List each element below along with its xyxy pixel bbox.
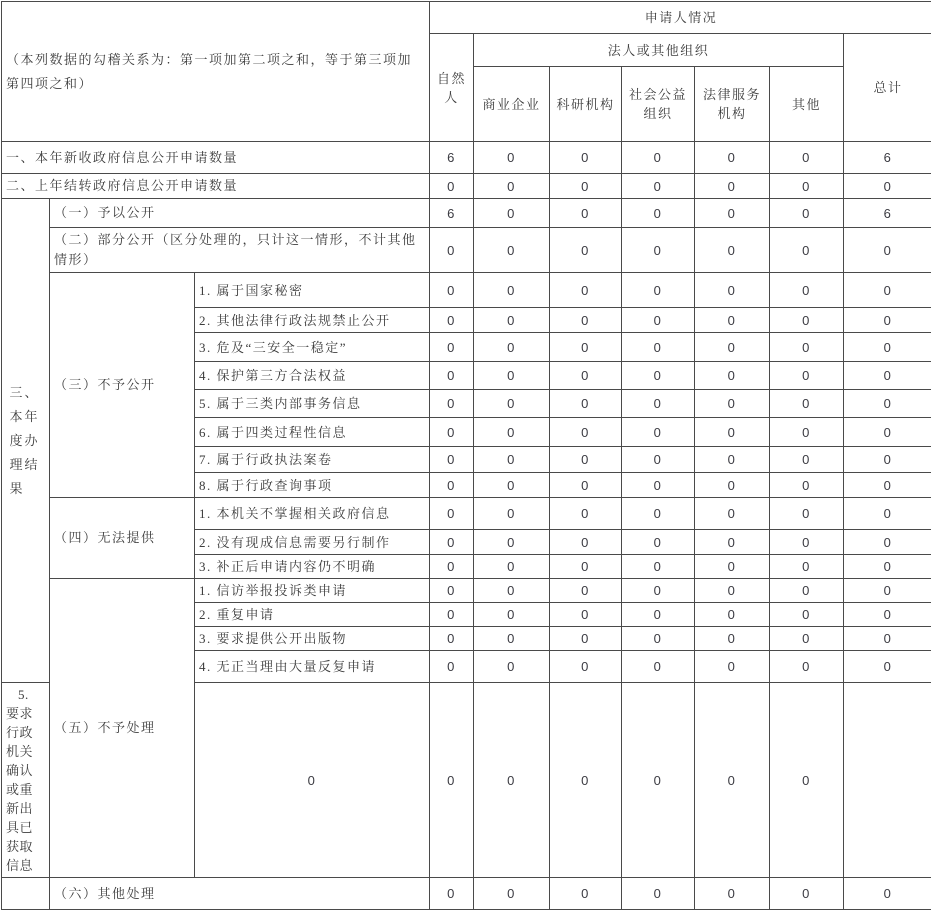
value-cell: 0 <box>550 142 622 174</box>
value-cell: 0 <box>770 333 844 362</box>
item-label: 8. 属于行政查询事项 <box>195 473 430 498</box>
value-cell: 0 <box>695 651 770 683</box>
value-cell: 0 <box>695 228 770 273</box>
table-row <box>2 228 931 273</box>
value-cell: 0 <box>844 308 931 333</box>
value-cell: 0 <box>474 390 550 418</box>
col-header-applicant-situation: 申请人情况 <box>430 2 931 34</box>
value-cell: 0 <box>695 878 770 910</box>
value-cell: 0 <box>430 308 474 333</box>
value-cell: 0 <box>695 555 770 579</box>
value-cell: 0 <box>474 228 550 273</box>
value-cell: 0 <box>622 651 695 683</box>
reconciliation-note: （本列数据的勾稽关系为：第一项加第二项之和，等于第三项加第四项之和） <box>2 2 430 142</box>
value-cell: 0 <box>844 418 931 447</box>
value-cell: 0 <box>844 473 931 498</box>
value-cell: 0 <box>430 683 474 878</box>
value-cell: 0 <box>695 603 770 627</box>
value-cell: 0 <box>770 683 844 878</box>
value-cell: 0 <box>695 333 770 362</box>
item-label: 4. 保护第三方合法权益 <box>195 362 430 390</box>
value-cell: 0 <box>770 418 844 447</box>
value-cell: 0 <box>844 498 931 530</box>
value-cell: 0 <box>550 473 622 498</box>
value-cell: 0 <box>844 362 931 390</box>
value-cell: 0 <box>770 390 844 418</box>
value-cell: 0 <box>430 530 474 555</box>
row-label: （二）部分公开（区分处理的，只计这一情形，不计其他情形） <box>50 228 430 273</box>
value-cell: 0 <box>622 555 695 579</box>
value-cell: 0 <box>474 199 550 228</box>
item-label: 5. 属于三类内部事务信息 <box>195 390 430 418</box>
value-cell: 0 <box>844 174 931 199</box>
value-cell: 0 <box>430 498 474 530</box>
disclosure-request-table <box>1 1 931 910</box>
value-cell: 0 <box>695 418 770 447</box>
value-cell: 0 <box>550 418 622 447</box>
value-cell: 0 <box>622 228 695 273</box>
value-cell: 0 <box>622 878 695 910</box>
value-cell: 0 <box>550 627 622 651</box>
value-cell: 0 <box>695 362 770 390</box>
value-cell: 0 <box>474 579 550 603</box>
item-label: 6. 属于四类过程性信息 <box>195 418 430 447</box>
section3-results-text: 三、本年度办理结果 <box>10 381 42 501</box>
value-cell: 0 <box>550 273 622 308</box>
col-header-public-welfare-org: 社会公益组织 <box>622 67 695 142</box>
col-header-other: 其他 <box>770 67 844 142</box>
value-cell: 6 <box>844 199 931 228</box>
section3-results-label <box>2 199 50 683</box>
value-cell: 0 <box>844 333 931 362</box>
table-row <box>2 498 931 530</box>
value-cell: 0 <box>770 627 844 651</box>
value-cell: 0 <box>622 142 695 174</box>
value-cell: 0 <box>770 530 844 555</box>
value-cell: 0 <box>844 579 931 603</box>
empty-cell <box>2 878 50 910</box>
value-cell: 0 <box>550 174 622 199</box>
value-cell: 0 <box>844 603 931 627</box>
value-cell: 0 <box>695 530 770 555</box>
value-cell: 0 <box>622 273 695 308</box>
value-cell: 0 <box>430 228 474 273</box>
value-cell: 0 <box>622 473 695 498</box>
value-cell: 6 <box>430 142 474 174</box>
value-cell: 0 <box>695 174 770 199</box>
value-cell: 0 <box>695 447 770 473</box>
value-cell: 0 <box>622 683 695 878</box>
value-cell: 0 <box>474 878 550 910</box>
col-header-commercial-enterprise: 商业企业 <box>474 67 550 142</box>
item-label: 1. 本机关不掌握相关政府信息 <box>195 498 430 530</box>
value-cell: 0 <box>550 390 622 418</box>
value-cell: 0 <box>622 447 695 473</box>
value-cell: 0 <box>550 447 622 473</box>
value-cell: 0 <box>622 333 695 362</box>
value-cell: 0 <box>430 273 474 308</box>
col-header-legal-org-group: 法人或其他组织 <box>474 34 844 67</box>
value-cell: 0 <box>695 579 770 603</box>
value-cell: 6 <box>430 199 474 228</box>
table-row <box>2 142 931 174</box>
value-cell: 0 <box>844 390 931 418</box>
value-cell: 0 <box>550 228 622 273</box>
value-cell: 0 <box>550 603 622 627</box>
table-row <box>2 579 931 603</box>
row-label: 二、上年结转政府信息公开申请数量 <box>2 174 430 199</box>
value-cell: 0 <box>474 555 550 579</box>
col-header-natural-person: 自然人 <box>430 34 474 142</box>
value-cell: 0 <box>550 308 622 333</box>
value-cell: 0 <box>695 683 770 878</box>
col-header-total: 总计 <box>844 34 931 142</box>
value-cell: 0 <box>622 530 695 555</box>
row-label: （一）予以公开 <box>50 199 430 228</box>
section-label-not-disclosed: （三）不予公开 <box>50 273 195 498</box>
value-cell: 0 <box>474 627 550 651</box>
value-cell: 0 <box>695 273 770 308</box>
value-cell: 0 <box>195 683 430 878</box>
value-cell: 0 <box>430 555 474 579</box>
header-row-1 <box>2 2 931 34</box>
value-cell: 0 <box>474 142 550 174</box>
value-cell: 0 <box>622 199 695 228</box>
value-cell: 0 <box>622 174 695 199</box>
value-cell: 0 <box>474 418 550 447</box>
value-cell: 0 <box>430 603 474 627</box>
value-cell: 0 <box>844 447 931 473</box>
value-cell: 0 <box>430 579 474 603</box>
value-cell: 0 <box>474 273 550 308</box>
value-cell: 0 <box>550 555 622 579</box>
value-cell: 0 <box>770 651 844 683</box>
value-cell: 0 <box>430 651 474 683</box>
value-cell: 0 <box>430 878 474 910</box>
value-cell: 0 <box>550 878 622 910</box>
value-cell: 0 <box>474 651 550 683</box>
value-cell: 0 <box>550 579 622 603</box>
value-cell: 0 <box>622 418 695 447</box>
item-label: 3. 要求提供公开出版物 <box>195 627 430 651</box>
value-cell: 0 <box>844 530 931 555</box>
value-cell: 0 <box>474 308 550 333</box>
value-cell: 0 <box>474 530 550 555</box>
value-cell: 0 <box>622 390 695 418</box>
value-cell: 0 <box>474 603 550 627</box>
value-cell: 0 <box>474 362 550 390</box>
item-label: 2. 其他法律行政法规禁止公开 <box>195 308 430 333</box>
value-cell: 0 <box>474 333 550 362</box>
value-cell: 0 <box>550 530 622 555</box>
value-cell: 0 <box>695 390 770 418</box>
value-cell: 0 <box>622 627 695 651</box>
row-label: （六）其他处理 <box>50 878 430 910</box>
item-label: 3. 补正后申请内容仍不明确 <box>195 555 430 579</box>
value-cell: 0 <box>770 308 844 333</box>
value-cell: 0 <box>770 447 844 473</box>
value-cell: 0 <box>695 627 770 651</box>
table-row <box>2 199 931 228</box>
value-cell: 0 <box>770 603 844 627</box>
value-cell: 0 <box>550 651 622 683</box>
value-cell: 0 <box>622 308 695 333</box>
value-cell: 0 <box>622 362 695 390</box>
item-label: 2. 没有现成信息需要另行制作 <box>195 530 430 555</box>
value-cell: 0 <box>430 473 474 498</box>
value-cell: 0 <box>622 579 695 603</box>
row-label: 一、本年新收政府信息公开申请数量 <box>2 142 430 174</box>
item-label: 2. 重复申请 <box>195 603 430 627</box>
value-cell: 0 <box>770 555 844 579</box>
value-cell: 0 <box>622 498 695 530</box>
value-cell: 0 <box>695 498 770 530</box>
value-cell: 0 <box>430 333 474 362</box>
value-cell: 0 <box>550 362 622 390</box>
value-cell: 0 <box>844 273 931 308</box>
col-header-legal-service-org: 法律服务机构 <box>695 67 770 142</box>
value-cell: 0 <box>474 174 550 199</box>
value-cell: 0 <box>550 333 622 362</box>
value-cell: 0 <box>770 174 844 199</box>
value-cell: 0 <box>844 878 931 910</box>
item-label: 3. 危及“三安全一稳定” <box>195 333 430 362</box>
table-row <box>2 273 931 308</box>
value-cell: 0 <box>695 142 770 174</box>
value-cell: 0 <box>695 473 770 498</box>
value-cell: 0 <box>695 308 770 333</box>
table-row <box>2 878 931 910</box>
section-label-unable-to-provide: （四）无法提供 <box>50 498 195 579</box>
value-cell: 0 <box>770 228 844 273</box>
value-cell: 6 <box>844 142 931 174</box>
value-cell: 0 <box>474 447 550 473</box>
item-label: 1. 信访举报投诉类申请 <box>195 579 430 603</box>
item-label: 7. 属于行政执法案卷 <box>195 447 430 473</box>
item-label: 1. 属于国家秘密 <box>195 273 430 308</box>
value-cell: 0 <box>770 362 844 390</box>
value-cell: 0 <box>430 174 474 199</box>
value-cell: 0 <box>770 579 844 603</box>
value-cell: 0 <box>430 418 474 447</box>
value-cell: 0 <box>770 473 844 498</box>
value-cell: 0 <box>622 603 695 627</box>
value-cell: 0 <box>770 878 844 910</box>
value-cell: 0 <box>550 498 622 530</box>
value-cell: 0 <box>430 362 474 390</box>
value-cell: 0 <box>550 199 622 228</box>
value-cell: 0 <box>844 555 931 579</box>
item-label: 4. 无正当理由大量反复申请 <box>195 651 430 683</box>
value-cell: 0 <box>770 199 844 228</box>
value-cell: 0 <box>695 199 770 228</box>
col-header-research-institution: 科研机构 <box>550 67 622 142</box>
section-label-not-processed: （五）不予处理 <box>50 579 195 878</box>
value-cell: 0 <box>430 447 474 473</box>
value-cell: 0 <box>844 627 931 651</box>
value-cell: 0 <box>474 473 550 498</box>
item-label: 5. 要求行政机关确认或重新出具已获取信息 <box>2 683 50 878</box>
value-cell: 0 <box>430 390 474 418</box>
value-cell: 0 <box>770 498 844 530</box>
value-cell: 0 <box>430 627 474 651</box>
value-cell: 0 <box>844 651 931 683</box>
value-cell: 0 <box>474 498 550 530</box>
value-cell: 0 <box>770 273 844 308</box>
table-row <box>2 174 931 199</box>
value-cell: 0 <box>770 142 844 174</box>
value-cell: 0 <box>550 683 622 878</box>
value-cell: 0 <box>474 683 550 878</box>
value-cell: 0 <box>844 228 931 273</box>
